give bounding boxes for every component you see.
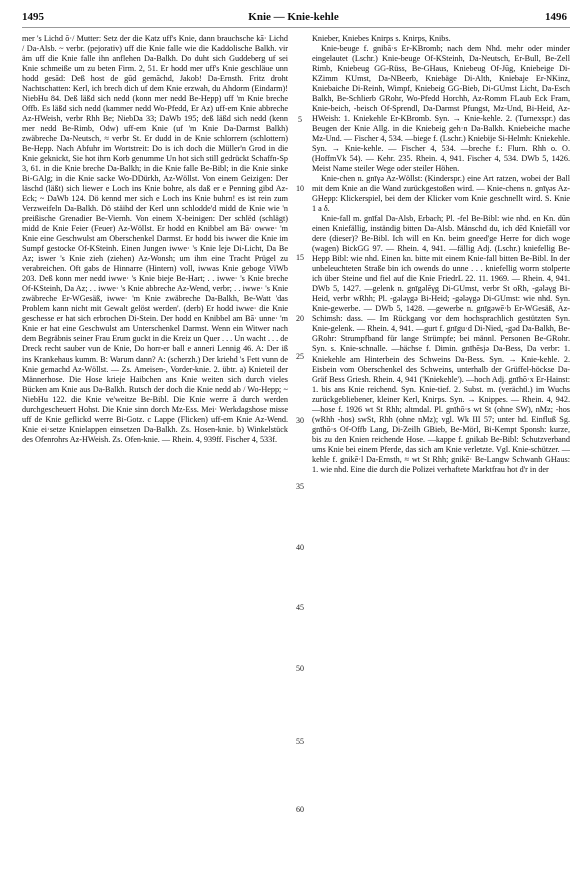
entry-knie-chen: Knie-chen n. gnīγə Az-Wöllst: (Kinderspr.) eine Art ratzen, wobei der Ball mit dem Knie an die Wand zurückgestoßen wird. — Knie-chens n. gnīγəs Az-GHepp: Klickerspiel, bei dem der Klicker vom Knie geschnellt wird. S. Knie 1 a δ. [312,174,570,214]
entry-knieber: Knieber, Kniebes Knirps s. Knirps, Knibs. [312,34,451,43]
page-number-left: 1495 [22,11,44,23]
entry-knie-fall: Knie-fall m. gnīfal Da-Alsb, Erbach; Pl. -fel Be-Bibl: wie nhd. en Kn. dūn einen Kniefällig, inständig bitten Da-Alsb. Mänschd du, ich dēd Kniefāll vor dere (dieser)? Be-Bibl. Ich will en Kn. beim gneed'ge Herre for dich woge (wagen) BickGG 97. — Rhein. 4, 941. —fällig Adj. (Lschr.) kniefellig Be-Hepp Bibl: wie nhd. Einen kn. bitte mit einem Knie-fall bitten Be-Bibl. In der unbeleuchteten Straße bin ich owends do unne . . . kniefellig worrn stolperte ich über Steine und fiel auf die Knie FriedrL 22. 11. 1969. — Rhein. 4, 941. DWb 5, 1427. —gelenk n. gnīgəlēγg Di-GUmst, verbr St oRh, -gələγg Bi-Heid, verbr wRhh; Pl. -gələγgə Bi-Heid; -gələγgə Di-GUmst: wie nhd. Syn. Knie-gewerbe. — DWb 5, 1428. —gewerbe n. gnīgəwē·b Er-WGesäß, Az-Schimsh: dass. — Im Rückgang vor dem hochsprachlich gestützten Syn. Knie-gelenk. — Rhein. 4, 941. —gurt f. gnīgu·d Di-Nied, -gəd Da-Balkh, Be-GRohr: Strumpfband für lange Strümpfe; bei männl. Personen Be-GRohr. Syn. s. Knie-schnalle. —hächse f. Dimin. gnīhēsjə Da-Bess, Da verbr: 1. Kniekehle am Hinterbein des Schweins Da-Bess. Syn. → Knie-kehle. 2. Eisbein vom Oberschenkel des Schweins, unterhalb der Grüffel-höckse Da-Gräf Bess Griesh. Rhein. 4, 941 ('Kniekehle'). —hoch Adj. gnīhō·x Er-Hainst: 1. bis ans Knie reichend. Syn. Knie-tief. 2. Subst. m. (verächtl.) im Wuchs zurückgebliebener, kleiner Kerl, Knirps. Syn. → Knippes. — Rhein. 4, 942. —hose f. 1926 wt St Rhh; altmdal. Pl. gnīhō·s wt St (ohne SW), nMz; -hos (wRhh -hos) swSt, Rhh (ohne nMz); vgl. Wk III 57; unter hd. Einfluß Sg. gnīhō·s Of-Offb Lang, Di-Zeilh GBieb, Be-Mörl, Bi-Kempt Sponsh: kurze, bis zu den Knien reichende Hose. —kappe f. gnikab Be-Bibl: Schutzverband ums Knie bei einem Pferde, das sich am Knie verletzte. Vgl. Knie-schützer. —kehle f. gnikē·l Da-Ernsth, ≈ wt St Rhh; gnikē· Be-Langw Schwanh GHaus: 1. wie nhd. Eine die durch die Polizei verhaftete Marktfrau hot d'r in der [312,214,570,474]
line-number: 30 [296,416,304,425]
line-number: 10 [296,184,304,193]
running-head: Knie — Knie-kehle [248,11,339,23]
line-number: 5 [298,115,302,124]
line-number: 40 [296,543,304,552]
line-number: 25 [296,352,304,361]
entry-knie-beuge: Knie-beuge f. gnibā·s Er-KBromb; nach dem Nhd. mehr oder minder eingelautet (Lschr.) Knie-beuge Of-KSteinh, Da-Neutsch, Er-Bull, Be-Zell Rimb, Kniebeug GG-Rüss, Be-GHaus, Kniebeug Of-Jūg, Kniebeige Di-KZimm KUmst, Da-NBeerb, Kniebäge Di-Alth, Kniebaje Er-NKinz, Kniebaiche Di-Reinh, Wimpf, Kniebeig GG-Bieb, Di-GUmst Licht, Da-Esch Balkh, Be-Schlierb GRohr, Wo-Pfedd Horchh, Az-Romm FLaub Eck Fram, Knie-beich, -beisch Of-Sprendl, Da-Darmst Pfungst, Mz-Und, Bi-Heid, Az-HWeish: 1. Kniekehle Er-KBromb. Syn. → Knie-kehle. 2. (Turnexspr.) das Beugen der Knie Allg. in die Kniebeig geh·n Da-Balkh. Kniebeiche mache Mz-Und. — Fischer 4, 534. —biege f. (Lschr.) Kniebije Si-Helmh: Kniekehle. Syn. → Knie-kehle. — Fischer 4, 534. —breche f.: Flurn. Rhh o. O. (HoffmVk 54). — Kehr. 235. Rhein. 4, 941. Fischer 4, 534. DWb 5, 1426. Meist Name steiler Wege oder steiler Höhen. [312,44,570,174]
right-column [312,34,570,475]
line-number: 55 [296,737,304,746]
line-number: 35 [296,482,304,491]
line-number: 50 [296,664,304,673]
line-number: 45 [296,603,304,612]
left-column [22,34,288,445]
header-rule [22,27,570,28]
page-number-right: 1496 [545,11,567,23]
line-number: 60 [296,805,304,814]
line-number: 15 [296,253,304,262]
line-number: 20 [296,314,304,323]
left-entry-text: mer 's Lichd ō·/ Mutter: Setz der die Katz uff's Knie, dann brauchsche kā· Lichd / Da-Alsb. ~ verbr. (pejorativ) uff die Knie falle wie die Kaddolische Balkh. vir äm uff die Knie falle ihn anflehen Da-Balkh. Do duht sich Guddeberg uf sei Knie schmeiße um zu beten Firm. 2, 51. Er hodd mer uff's Knie geschläue unn hodd gesād: Deß host de gūd gemāchd, Jakob! Da-Ernsth. Fritz droht Nachtschatten: Kerl, ich brech dich uf dem Knie erzwah, du Ahdorm (Eindarm)! NiebHu 84. Deß läßd sich nedd (konn mer nedd Be-Hepp) uff 'm Knie breche Offb. Es läßd sich nedd (kammer nedd Wo-Pfedd, Er Az) uff-em Knie abbreche Az-HWeish, verbr Rhh Be; NiebDa 33; DaWb 195; deß läßd sich nedd (kenn mer nedd Be-Rimb, Odw) uff-em Knie (uf 'm Knie Da-Darmst Balkh) zwäbreche Da-Neutsch, ≈ verbr St. Er dudd in de Knie schlorrern (schlottern) Be-Hepp. Nach Abfuhr im Wortstreit: Do is ich doch die Müller'n Grod in die Knie geknickt, Sie hot ihrn Korb genumme Un hot sich still gedrückt Schaffn-Sp 3, 61. in die Knie breche Da-Balkh; in die Knie falle Be-Bibl; in die Knie sinke Bi-GAlg; in die Knie sacke Wo-DDürkh, Az-Wöllst. Von einem Geizigen: Der läschd (läßt) sich liewer e Loch ins Knie bohre, als daß er e Penning gibd Az-Eck; ~ DaWb 124. Dö kennd mer sich e Loch ins Knie buhrn! es ist rein zum Verzweifeln Da-Balkh. Dö stäihd der Kerl unn schlodde'd midd de Knie wie 'n preißische Grenadier Be-Viernh. Von einem X-beinigen: Der schlëd (schlägt) midd de Knie Feier (Feuer) Az-Wöllst. Er hodd en Knibbel am Bā· owwe· 'm Knie eine Geschwulst am Oberschenkel Darmst. Er hodd bis iwwer die Knie im Sumpf gestocke Of-KSteinh. Einen Jungen iwwe· 's Knie leje Di-Licht, Da Be Az; iswer 's Knie zieh (ziehen) Az-Wonsh; um ihm eine Tracht Prügel zu verabreichen. Oft gabs de Hinnarre (Hintern) voll, iwwas Knie geboge ViWb 203. Deß konn mer nedd iwwe· 's Knie bieje Be-Hart; . . iwwe· 's Knie breche Of-KSteinh, Da Az; . . iwwe· 's Knie abbreche Az-Wend, verbr; . . iwwe· 's Knie zwäbreche Er-WGesäß, iwwe· 'm Knie zwäbreche Da-Balkh, Be-Watt 'das Problem kann nicht mit Gewalt gelöst werden'. (derb) Er hodd iwwe· die Knie geschesse er hat sich erbrochen Di-Stein. Der hodd en Knibbel am Bā· unne· 'm Knie er hat eine Geschwulst am Unterschenkel Darmst. Wenn ein Witwer nach dem Begräbnis seiner Frau Erum guckt in die Kreiz un Quer . . . Un wacht . . . de Dreck recht sauber vun de Knie, Do horr-er ball e anneri Lennig 46. A: Der iß ins Krankehaus kumm. B: Warum dann? A: (scherzh.) Der kriehd 's Fett vunn de Knie gemachd Az-Wöllst. — Zs. Ameisen-, Vorder-knie. 2. übtr. a) Knieteil der Männerhose. Die Hose krieje Haibchen ans Knie weiten sich durch vieles Bücken am Knie aus Da-Balkh. Rutsch der doch die Knie nedd ab / Wo-Hepp; ~ NiebHu 122. die Knie ve'weitze Be-Bibl. Die Knie werre ā durch werden durchgescheuert Hohst. Die Knie sinn dorch Mz-Ess. Mei· Werkdagshose misse uff de Knie geflickd werre Bi-Gotz. c Lappe (Flicken) uff-em Knie Az-Wend. Knie ei·setze Knielappen einsetzen Da-Balkh. Zs. Hosen-knie. b) Winkelstück des Ofenrohrs Az-HWeish. Zs. Ofen-knie. — Rhein. 4, 939ff. Fischer 4, 533f. [22,34,288,444]
